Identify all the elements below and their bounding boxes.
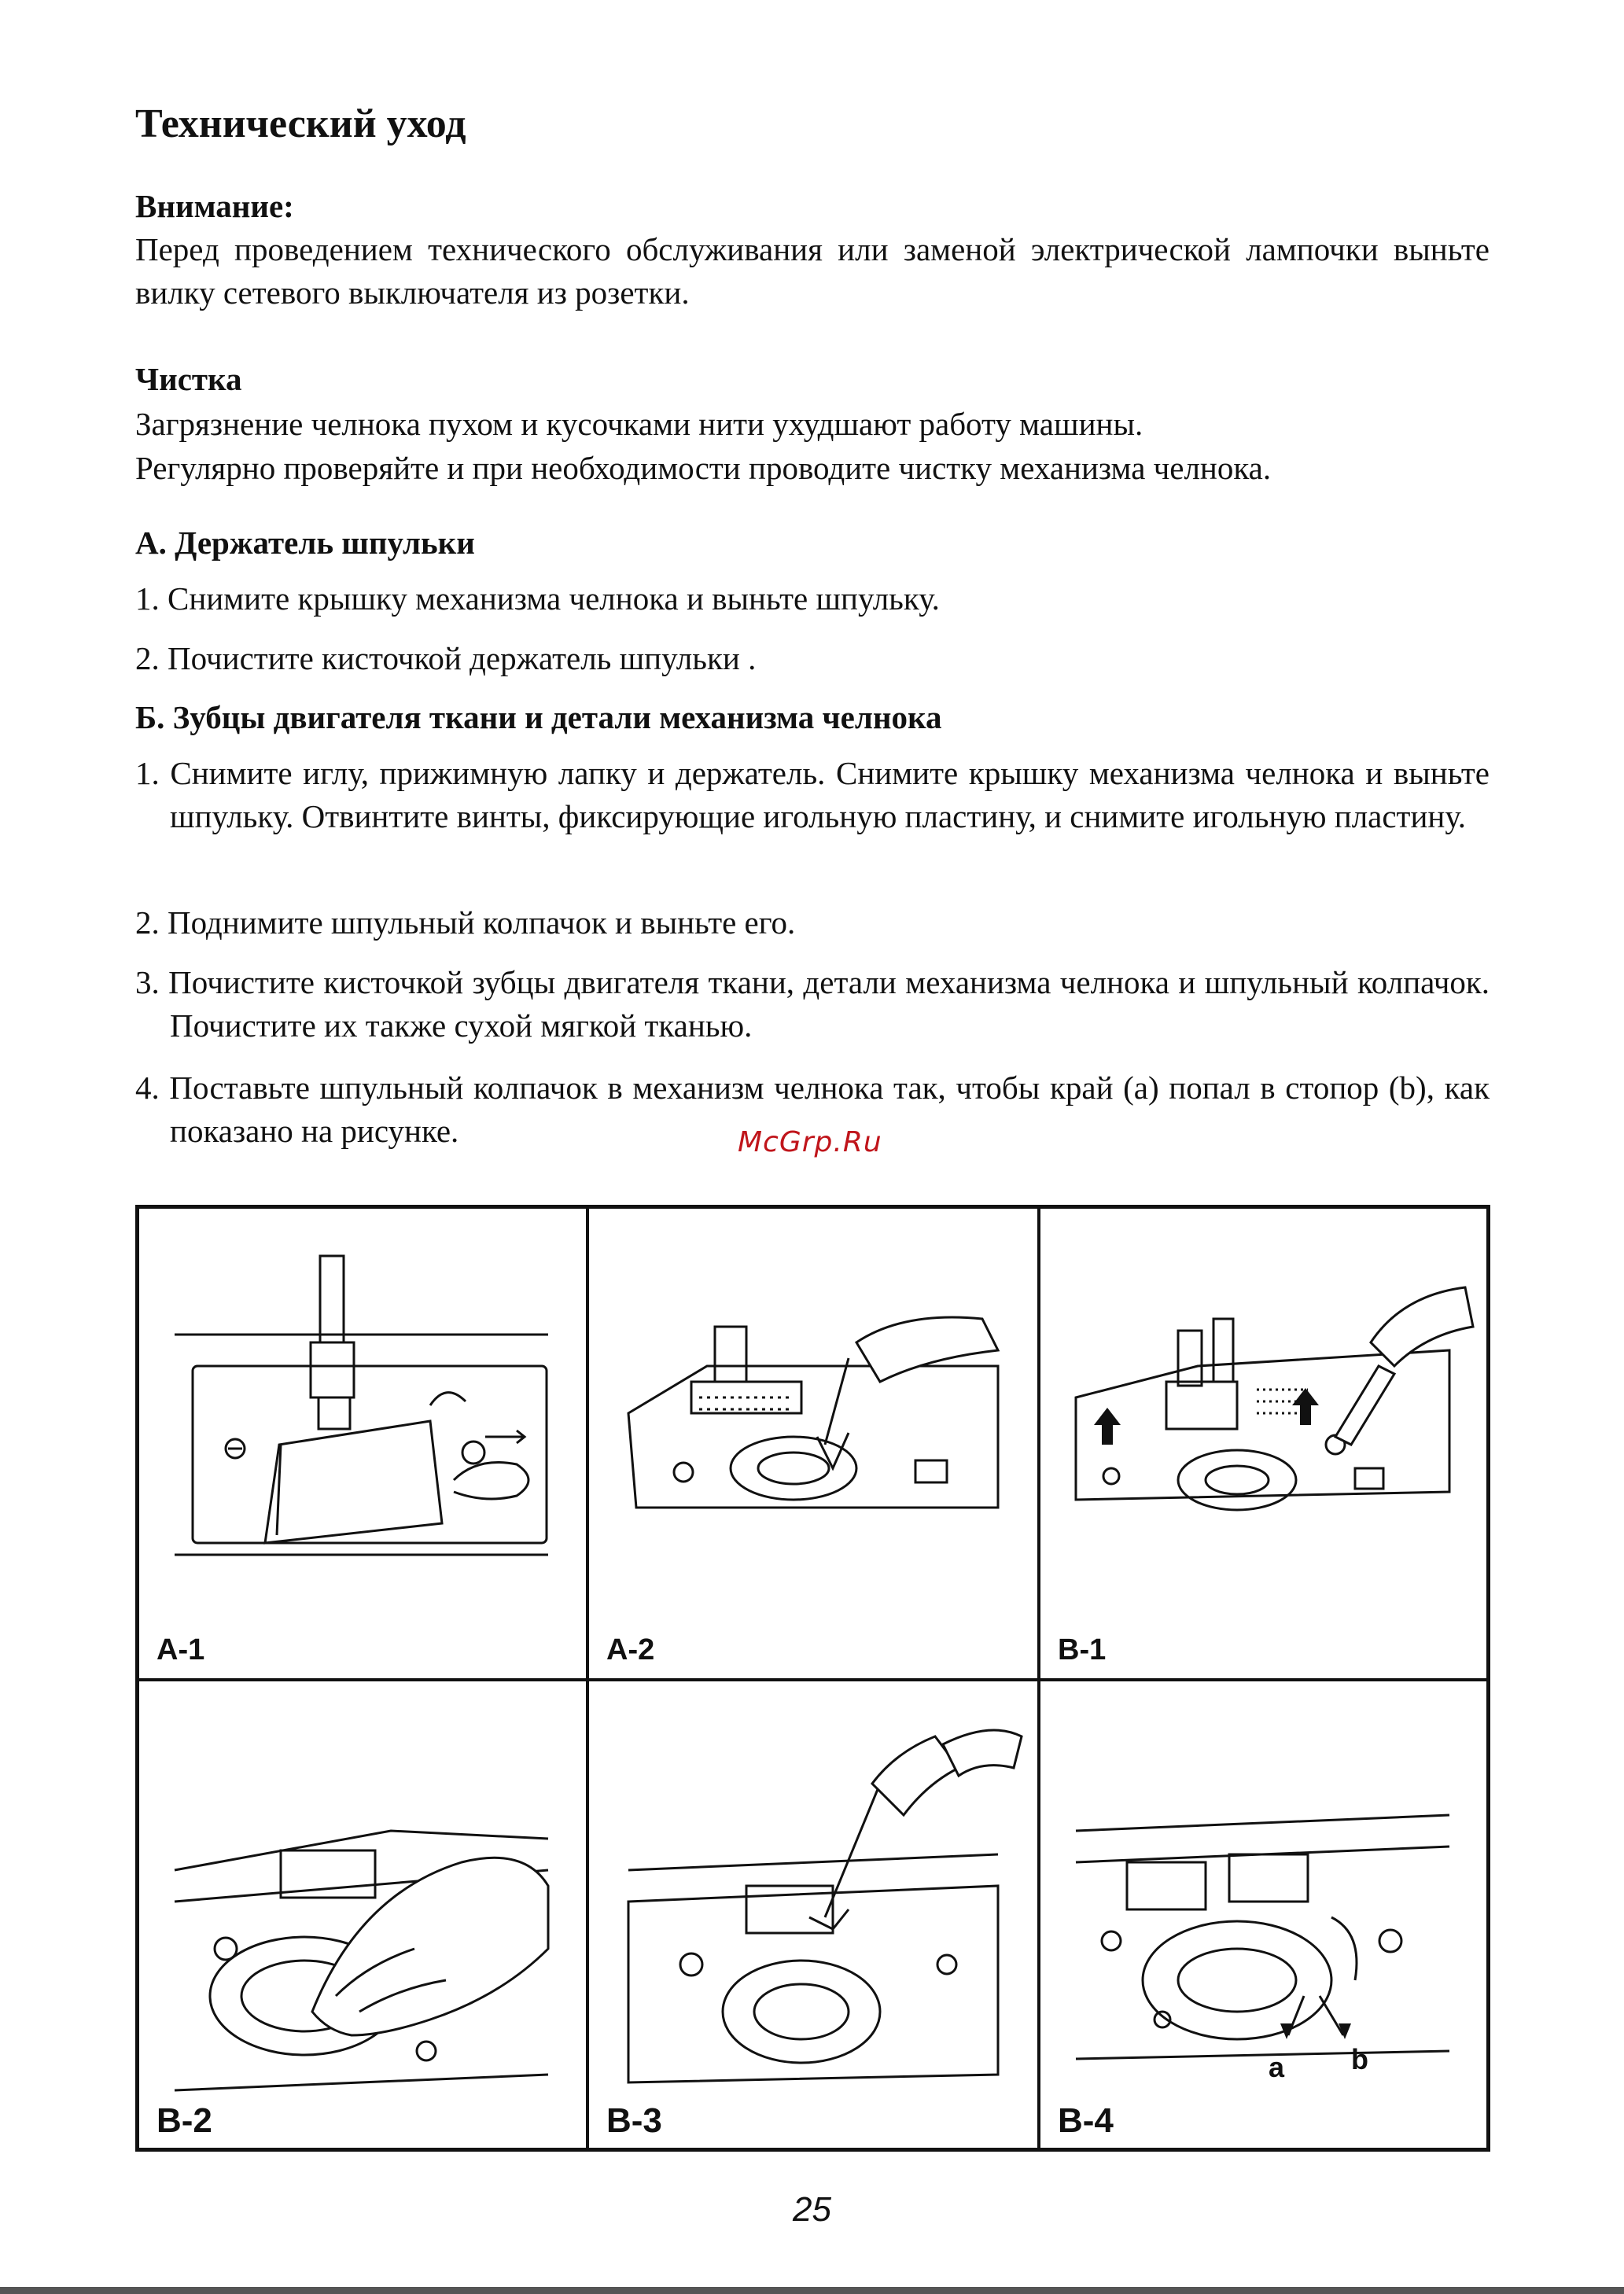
illustration-bobbin-case-stopper (1040, 1681, 1488, 2152)
figure-label: B-2 (157, 2101, 212, 2140)
section-a-step-2: 2. Почистите кисточкой держатель шпульки . (135, 640, 757, 676)
figure-label: A-1 (157, 1633, 205, 1666)
figure-b3 (589, 1681, 1037, 2152)
section-b-step-3: 3. Почистите кисточкой зубцы двигателя ткани, детали механизма челнока и шпульный колпачок. Почистите их также сухой мягкой тканью. (135, 964, 1490, 1044)
section-b-step-1: 1. Снимите иглу, прижимную лапку и держатель. Снимите крышку механизма челнока и выньте шпульку. Отвинтите винты, фиксирующие игольную пластину, и снимите игольную пластину. (135, 755, 1490, 834)
callout-b-label: b (1351, 2043, 1368, 2075)
figure-label: A-2 (606, 1633, 655, 1666)
page-title: Технический уход (135, 101, 466, 146)
figure-label: B-1 (1058, 1633, 1107, 1666)
section-b-heading: Б. Зубцы двигателя ткани и детали механизма челнока (135, 699, 942, 735)
warning-text: Перед проведением технического обслуживания или заменой электрической лампочки выньте вилку сетевого выключателя из розетки. (135, 231, 1490, 311)
section-a-heading: А. Держатель шпульки (135, 525, 475, 561)
figure-label: B-4 (1058, 2101, 1114, 2140)
page-number: 25 (793, 2190, 831, 2229)
illustration-brush-feed-dogs (589, 1681, 1037, 2152)
section-b-step-4: 4. Поставьте шпульный колпачок в механизм челнока так, чтобы край (a) попал в стопор (b), как показано на рисунке. (135, 1070, 1490, 1149)
figure-a1 (139, 1209, 586, 1678)
section-a-step-1: 1. Снимите крышку механизма челнока и выньте шпульку. (135, 580, 940, 617)
figure-b4 (1040, 1681, 1488, 2152)
illustration-bobbin-cover-removal (139, 1209, 586, 1678)
figure-a2 (589, 1209, 1037, 1678)
illustration-needle-plate-screws (1040, 1209, 1488, 1678)
callout-a-label: a (1269, 2051, 1285, 2083)
warning-heading: Внимание: (135, 188, 294, 224)
figure-b2 (139, 1681, 586, 2152)
figure-b1 (1040, 1209, 1488, 1678)
watermark: McGrp.Ru (738, 1126, 882, 1158)
section-b-step-2: 2. Поднимите шпульный колпачок и выньте его. (135, 904, 796, 941)
cleaning-text-2: Регулярно проверяйте и при необходимости проводите чистку механизма челнока. (135, 450, 1272, 486)
cleaning-heading: Чистка (135, 361, 242, 397)
figure-label: B-3 (606, 2101, 662, 2140)
cleaning-text-1: Загрязнение челнока пухом и кусочками нити ухудшают работу машины. (135, 406, 1143, 442)
illustration-lift-bobbin-case (139, 1681, 586, 2152)
figure-grid (135, 1205, 1490, 2152)
footer-rule (0, 2287, 1624, 2294)
illustration-brush-bobbin-holder (589, 1209, 1037, 1678)
